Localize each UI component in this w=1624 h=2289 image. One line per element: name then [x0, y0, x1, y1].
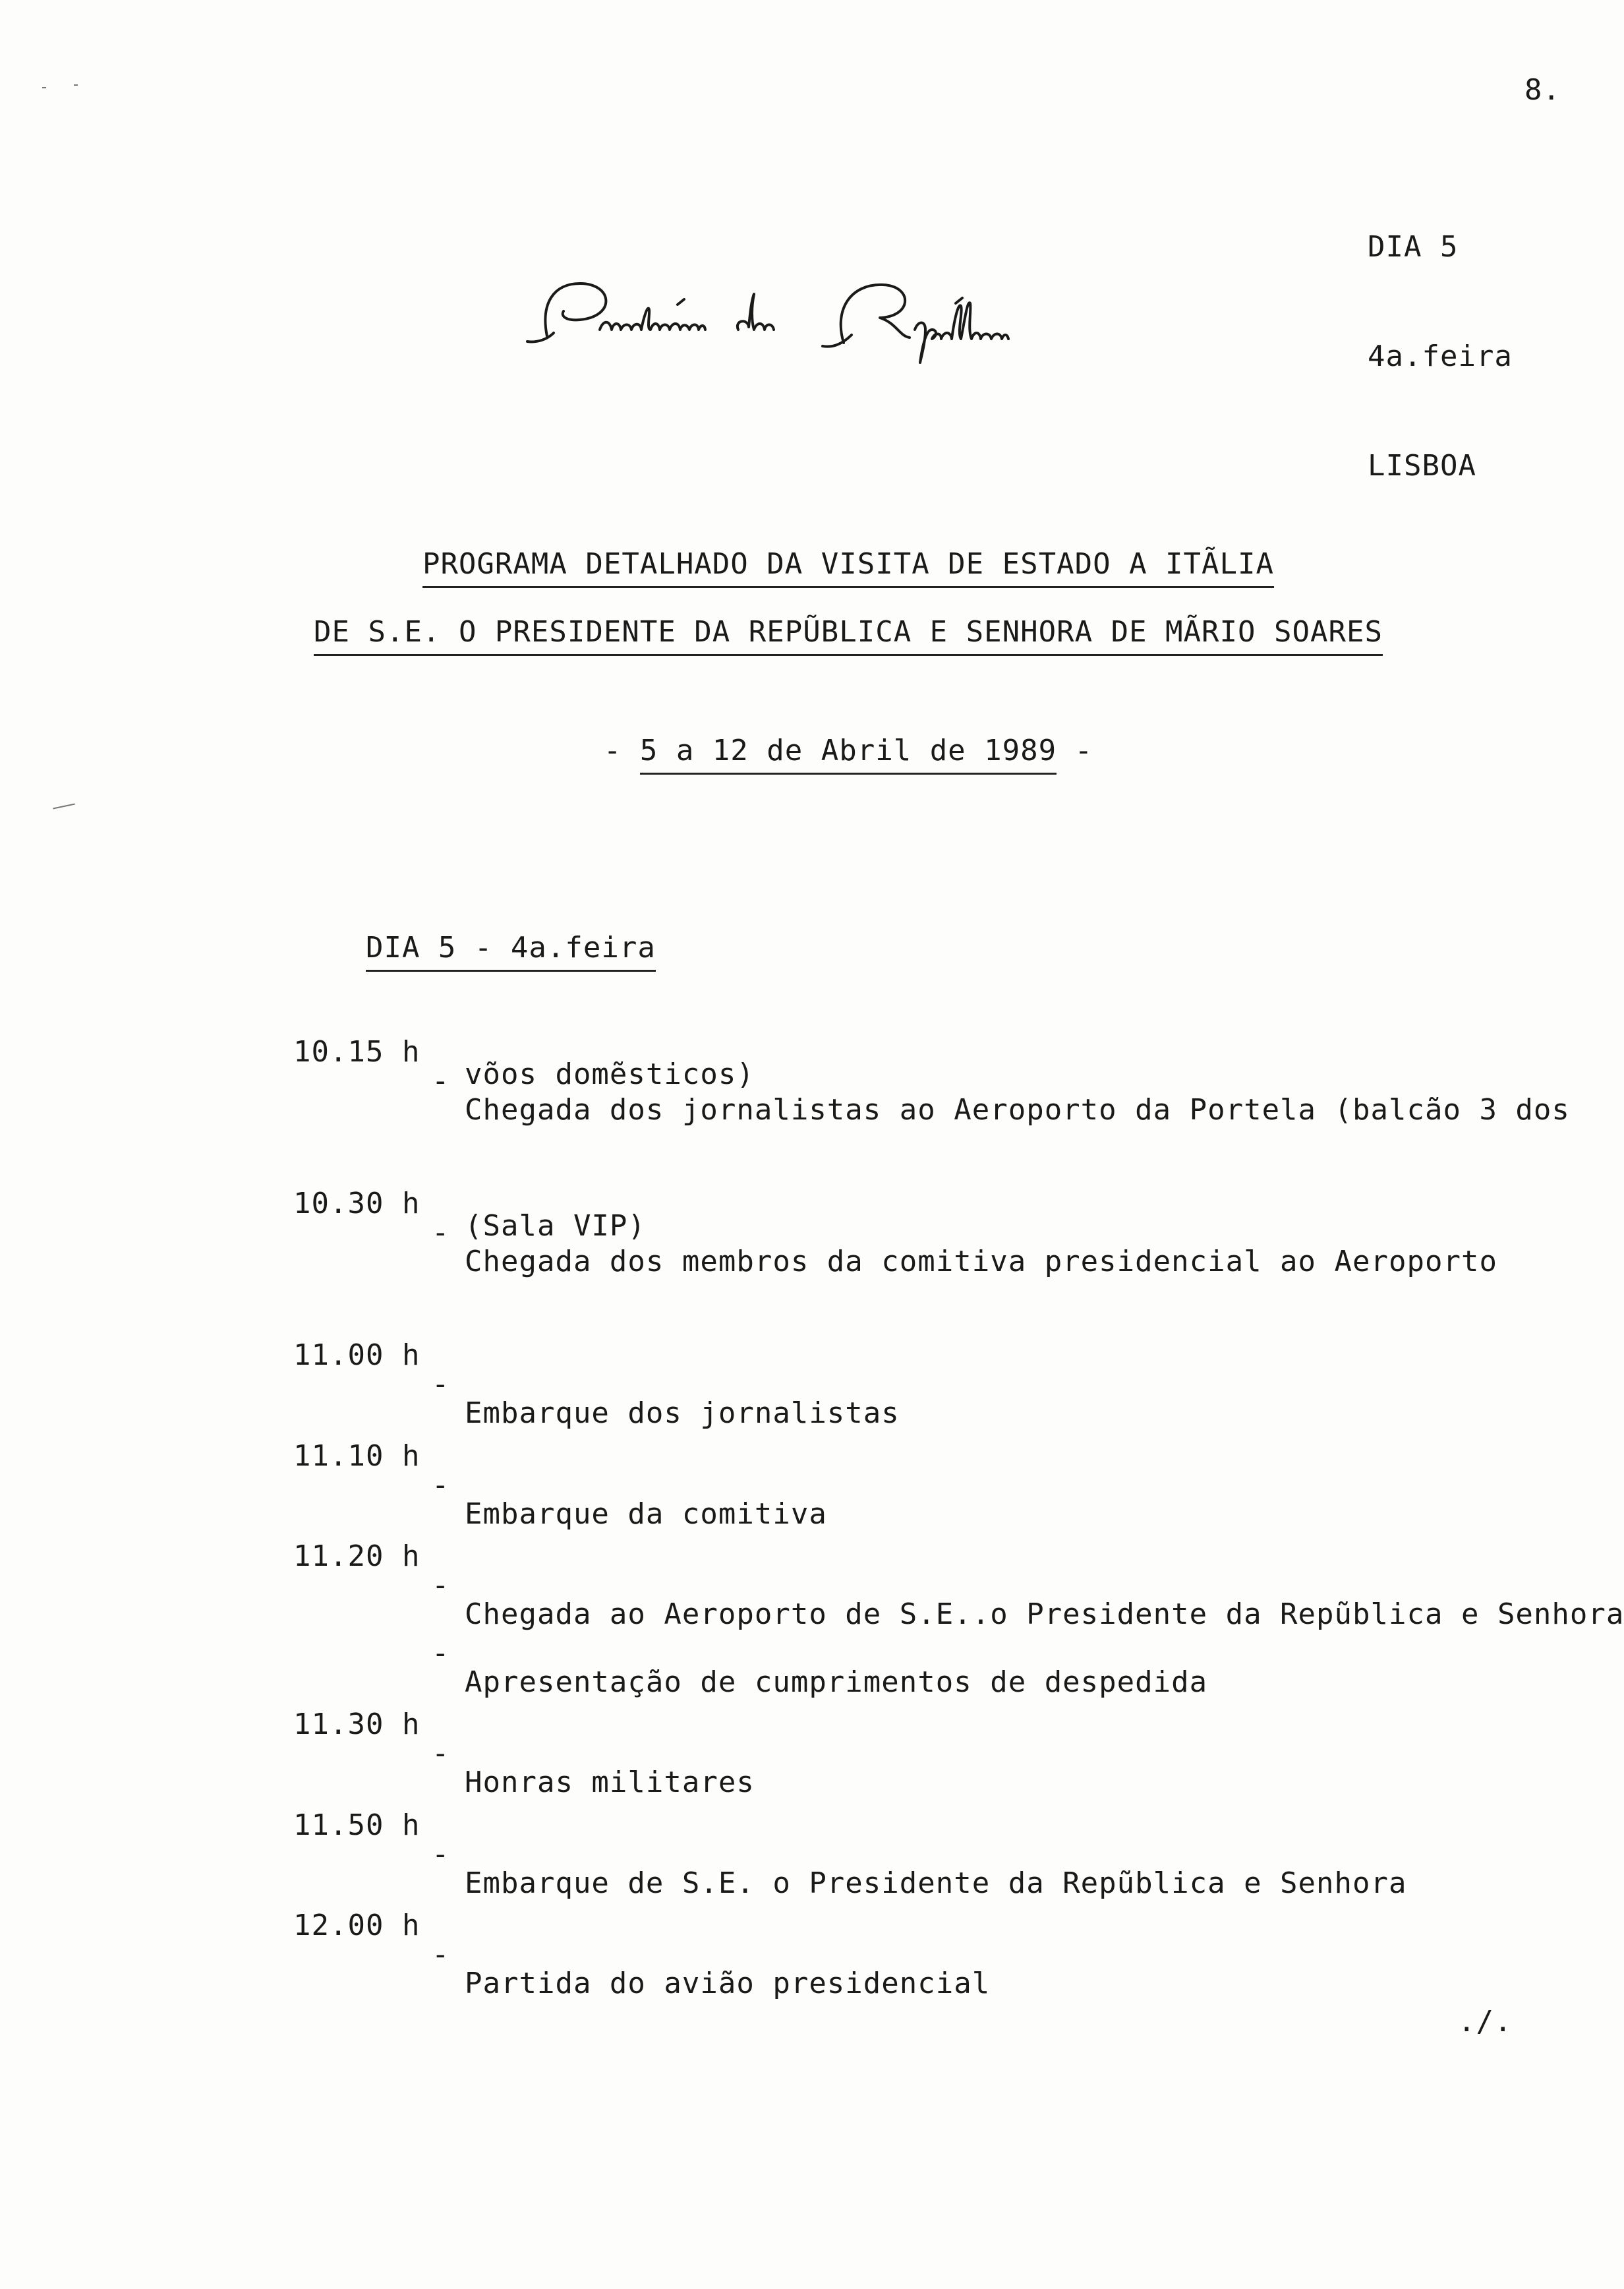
schedule-entry: 12.00 h - Partida do avião presidencial — [293, 1909, 991, 2000]
entry-text: Embarque de S.E. o Presidente da Repũblica e Senhora — [465, 1866, 1407, 1900]
title-line-1-text: PROGRAMA DETALHADO DA VISITA DE ESTADO A ITÃLIA — [422, 547, 1274, 588]
entry-text: Partida do avião presidencial — [465, 1967, 991, 2000]
scan-mark — [74, 84, 78, 86]
corner-day: DIA 5 — [1368, 230, 1459, 264]
entry-time: 11.10 h — [293, 1439, 420, 1473]
entry-text: Chegada ao Aeroporto de S.E..o Presidente da Repũblica e Senhora — [465, 1597, 1624, 1631]
entry-text: Apresentação de cumprimentos de despedida — [465, 1665, 1208, 1699]
schedule-entry: 10.15 h - Chegada dos jornalistas ao Aeroporto da Portela (balcão 3 dos võos domẽsticos) — [293, 1035, 1570, 1127]
entry-text-continuation: võos domẽsticos) — [465, 1057, 755, 1091]
schedule-entry: 11.20 h - Chegada ao Aeroporto de S.E..o Presidente da Repũblica e Senhora — [293, 1539, 1624, 1631]
day-heading-text: DIA 5 - 4a.feira — [366, 931, 656, 972]
corner-city: LISBOA — [1368, 449, 1476, 483]
entry-text: Embarque dos jornalistas — [465, 1396, 900, 1430]
schedule-entry: 11.30 h - Honras militares — [293, 1708, 755, 1799]
title-line-2-text: DE S.E. O PRESIDENTE DA REPŨBLICA E SENHORA DE MÃRIO SOARES — [314, 615, 1383, 656]
day-heading — [293, 905, 656, 992]
schedule-entry: 11.10 h - Embarque da comitiva — [293, 1439, 827, 1531]
visit-dates-text: 5 a 12 de Abril de 1989 — [640, 734, 1057, 775]
entry-text-continuation: (Sala VIP) — [465, 1209, 646, 1243]
continuation-mark: ./. — [1458, 2005, 1513, 2038]
entry-time: 11.30 h — [293, 1708, 420, 1741]
entry-time: 11.20 h — [293, 1539, 420, 1573]
entry-time: 12.00 h — [293, 1909, 420, 1942]
entry-text: Embarque da comitiva — [465, 1497, 827, 1531]
document-title-line-2 — [0, 589, 1624, 676]
entry-time: 10.15 h — [293, 1035, 420, 1069]
entry-time: 10.30 h — [293, 1187, 420, 1220]
visit-dates: - 5 a 12 de Abril de 1989 - — [0, 707, 1624, 794]
entry-text: Chegada dos membros da comitiva presidencial ao Aeroporto — [465, 1245, 1497, 1278]
schedule-entry: 10.30 h - Chegada dos membros da comitiva presidencial ao Aeroporto (Sala VIP) — [293, 1187, 1497, 1278]
entry-text: Honras militares — [465, 1766, 755, 1799]
page-number: 8. — [1524, 73, 1561, 107]
entry-time: 11.50 h — [293, 1808, 420, 1842]
schedule-entry-sub: - Apresentação de cumprimentos de despedida — [432, 1636, 1208, 1699]
schedule-entry: 11.50 h - Embarque de S.E. o Presidente da Repũblica e Senhora — [293, 1808, 1407, 1900]
scan-mark — [42, 87, 46, 88]
scan-mark — [53, 803, 75, 809]
corner-weekday: 4a.feira — [1368, 340, 1513, 373]
entry-time: 11.00 h — [293, 1338, 420, 1372]
entry-text: Chegada dos jornalistas ao Aeroporto da Portela (balcão 3 dos — [465, 1093, 1570, 1127]
date-location-block — [1368, 175, 1513, 561]
schedule-entry: 11.00 h - Embarque dos jornalistas — [293, 1338, 900, 1430]
letterhead-logo — [501, 264, 1094, 369]
